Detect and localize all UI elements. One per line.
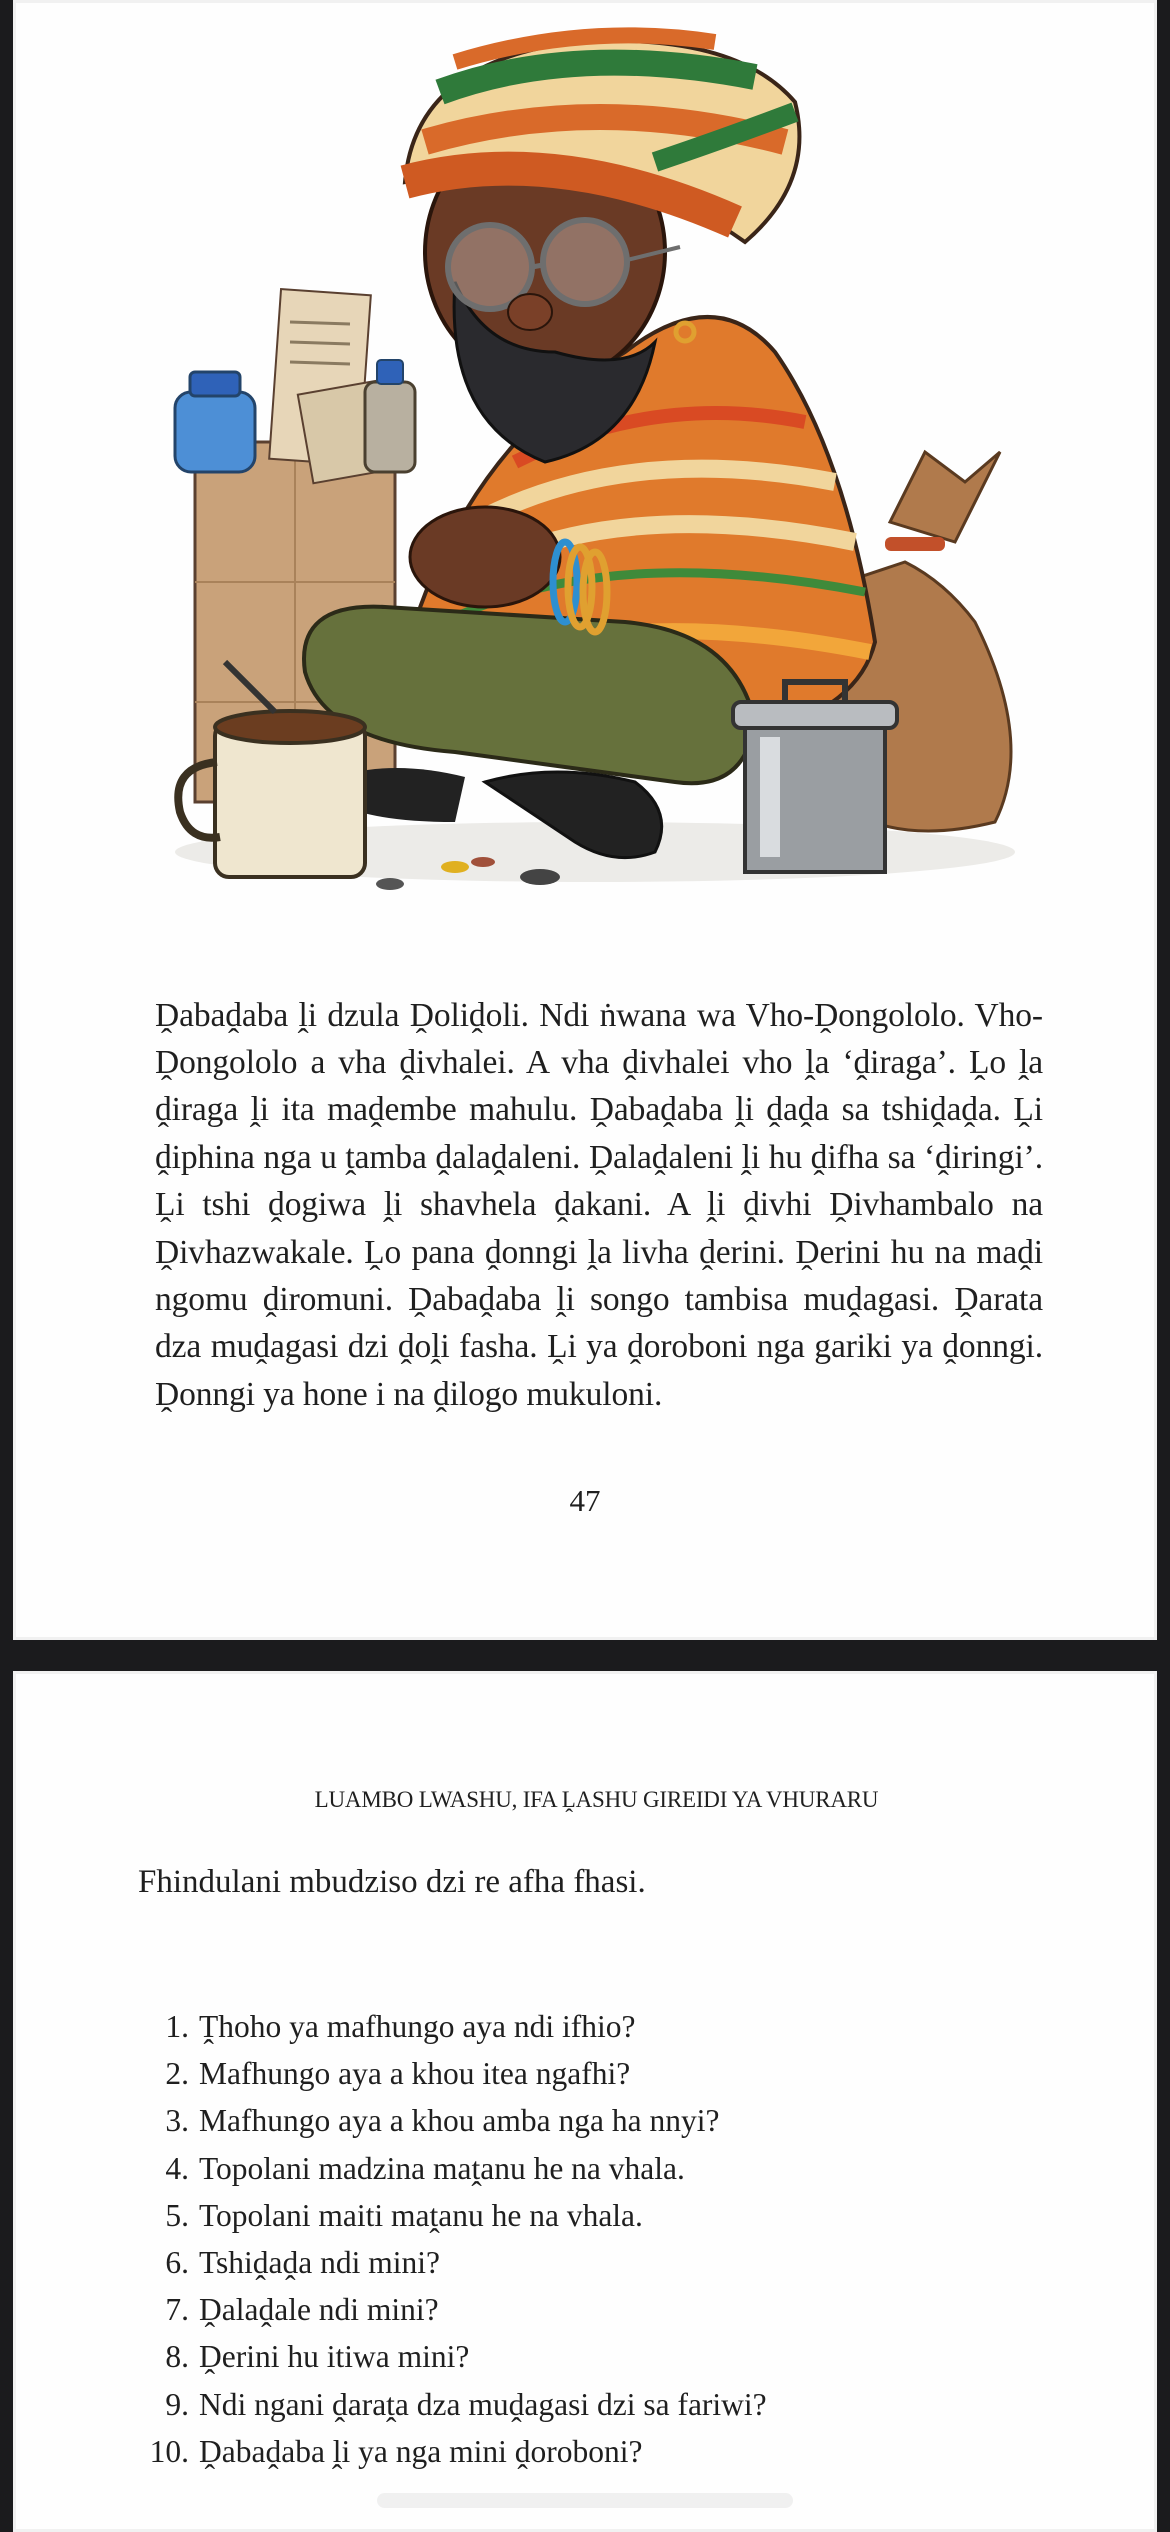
question-item [133,2381,767,2428]
question-number: 8. [165,2339,189,2375]
question-number: 3. [165,2103,189,2139]
question-text: Topolani madzina maṱanu he na vhala. [199,2150,685,2186]
question-number: 2. [165,2056,189,2092]
question-number: 1. [165,2009,189,2044]
question-number: 4. [165,2150,189,2186]
question-text: Ṱhoho ya mafhungo aya ndi ifhio? [199,2009,636,2044]
question-text: Ḓabaḓaba ḽi ya nga mini ḓoroboni? [199,2433,643,2469]
question-number: 5. [165,2197,189,2233]
question-number: 7. [165,2292,189,2328]
question-number: 10. [149,2433,189,2469]
question-item [133,2050,767,2097]
question-item [133,2145,767,2192]
question-text: Ndi ngani ḓaraṱa dza muḓagasi dzi sa fariwi? [199,2386,767,2422]
instruction-text: Fhindulani mbudziso dzi re afha fhasi. [138,1864,646,1900]
question-text: Ḓalaḓale ndi mini? [199,2292,439,2328]
question-item [133,2333,767,2380]
question-item [133,2428,767,2475]
question-text: Ḓerini hu itiwa mini? [199,2339,470,2375]
book-page-48 [13,1671,1157,2532]
questions-list [133,2003,767,2475]
story-illustration [155,22,1035,902]
question-item [133,2097,767,2144]
home-indicator[interactable] [377,2493,793,2508]
page-number: 47 [569,1483,601,1518]
question-text: Topolani maiti maṱanu he na vhala. [199,2197,643,2233]
question-number: 9. [165,2386,189,2422]
book-page-47 [13,0,1157,1640]
question-text: Tshiḓaḓa ndi mini? [199,2245,441,2281]
question-number: 6. [165,2245,189,2281]
story-paragraph: Ḓabaḓaba ḽi dzula Ḓoliḓoli. Ndi ṅwana wa Vho-Ḓongololo. Vho-Ḓongololo a vha ḓivhalei. A vha ḓivhalei vho ḽa ‘ḓiraga’. Ḽo ḽa ḓiraga ḽi ita maḓembe mahulu. Ḓabaḓaba ḽi ḓaḓa sa tshiḓaḓa. Ḽi ḓiphina nga u ṱamba ḓalaḓaleni. Ḓalaḓaleni ḽi hu ḓifha sa ‘ḓiringi’. Ḽi tshi ḓogiwa ḽi shavhela ḓakani. A ḽi ḓivhi Ḓivhambalo na Ḓivhazwakale. Ḽo pana ḓonngi ḽa livha ḓerini. Ḓerini hu na maḓi ngomu ḓiromuni. Ḓabaḓaba ḽi songo tambisa muḓagasi. Ḓarata dza muḓagasi dzi ḓoḽi fasha. Ḽi ya ḓoroboni nga gariki ya ḓonngi. Ḓonngi ya hone i na ḓilogo mukuloni. [155,996,1043,1413]
question-text: Mafhungo aya a khou amba nga ha nnyi? [199,2103,720,2139]
question-item [133,2192,767,2239]
question-item [133,2286,767,2333]
question-item [133,2239,767,2286]
question-item [133,2003,767,2050]
question-text: Mafhungo aya a khou itea ngafhi? [199,2056,631,2092]
running-header: LUAMBO LWASHU, IFA ḼASHU GIREIDI YA VHURARU [314,1787,879,1812]
